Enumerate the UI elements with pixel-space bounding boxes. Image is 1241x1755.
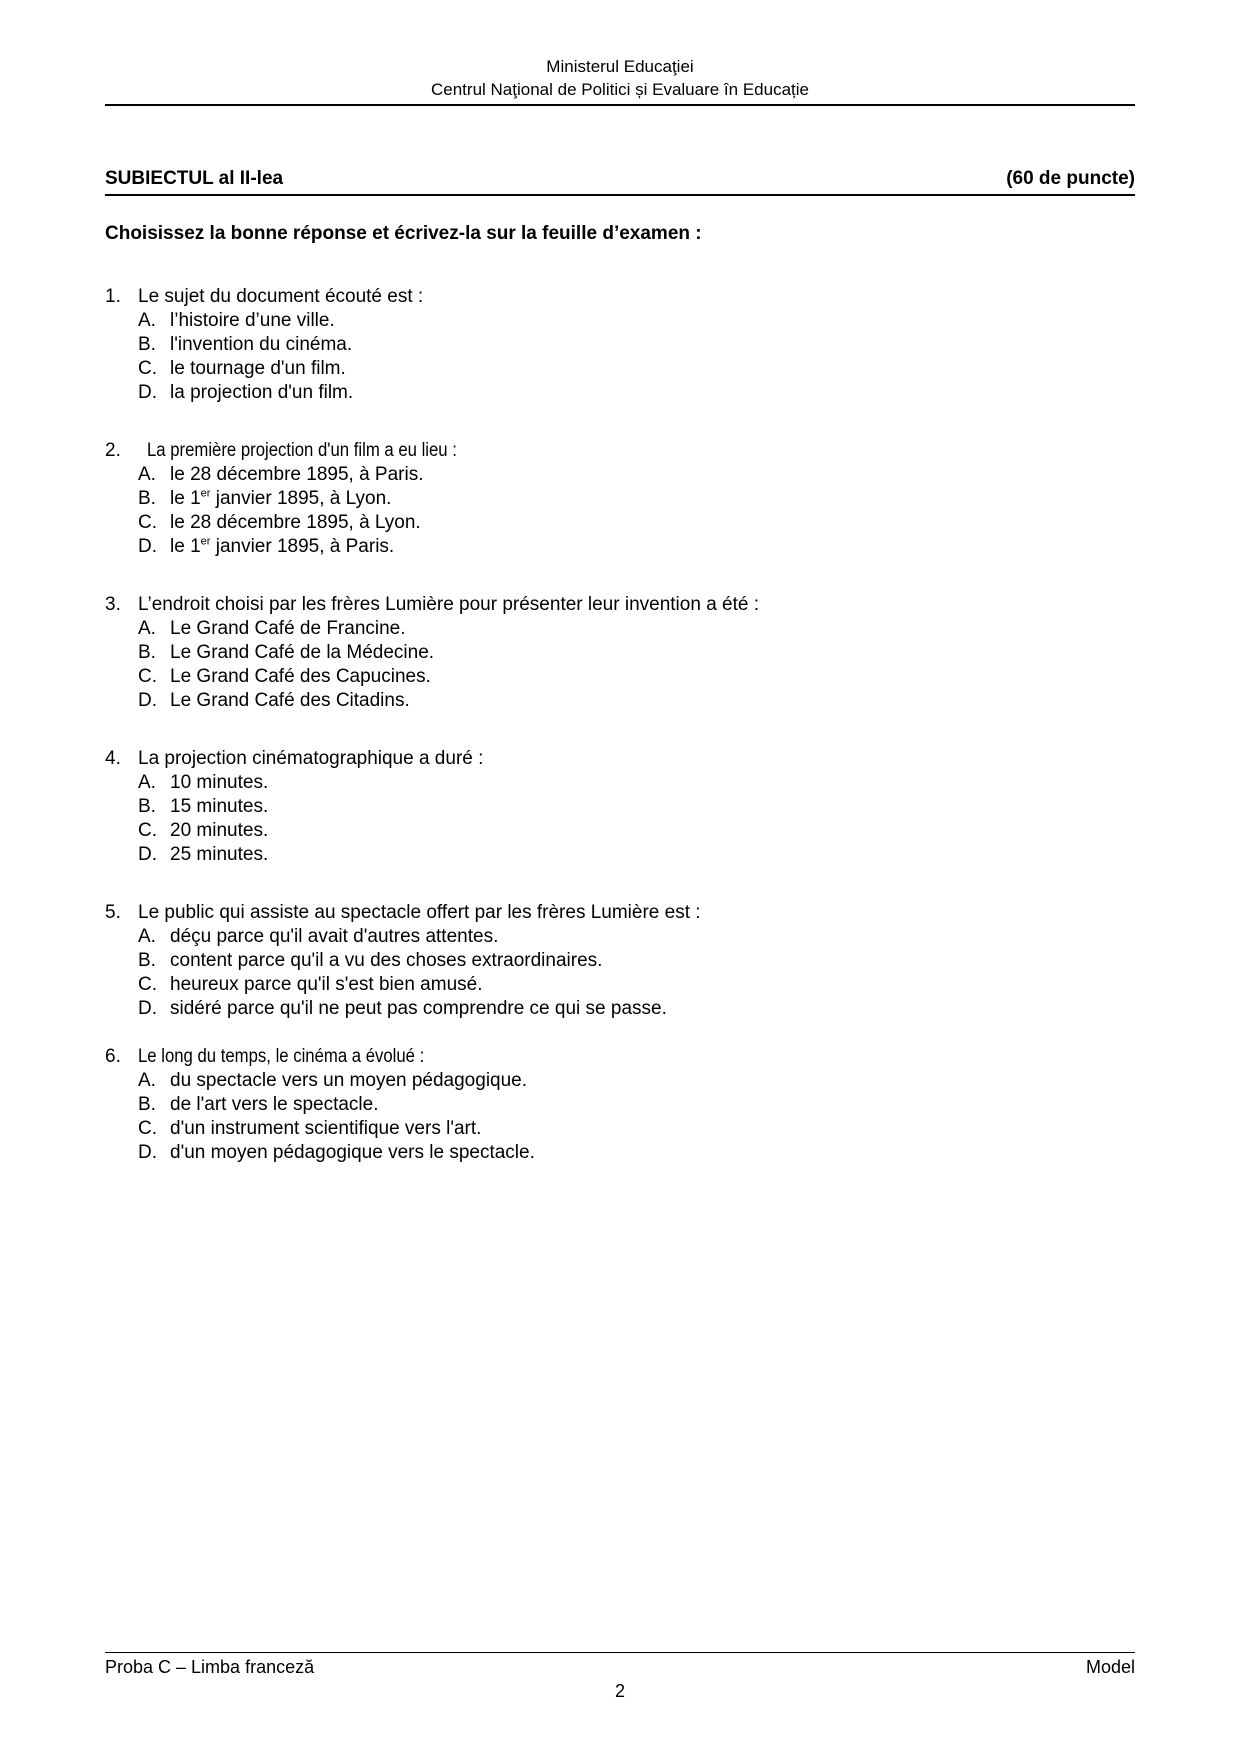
- question-5: [105, 901, 1135, 1021]
- option-text: d'un moyen pédagogique vers le spectacle.: [170, 1142, 535, 1163]
- option-text: le tournage d'un film.: [170, 358, 346, 379]
- option-2b: [138, 487, 1135, 511]
- instruction-text: Choisissez la bonne réponse et écrivez-la sur la feuille d’examen :: [105, 223, 702, 244]
- option-1b: [138, 333, 1135, 357]
- option-letter: A.: [138, 926, 156, 947]
- option-3b: [138, 641, 1135, 665]
- option-1c: [138, 357, 1135, 381]
- question-number: 4.: [105, 748, 121, 769]
- question-text: Le long du temps, le cinéma a évolué :: [138, 1046, 425, 1067]
- option-text: de l'art vers le spectacle.: [170, 1094, 379, 1115]
- footer-exam-name: Proba C – Limba franceză: [105, 1657, 315, 1677]
- option-letter: C.: [138, 820, 157, 841]
- option-1a: [138, 309, 1135, 333]
- option-letter: D.: [138, 998, 157, 1019]
- question-3: [105, 593, 1135, 713]
- header-ministry: Ministerul Educaţiei: [546, 57, 694, 76]
- option-4a: [138, 771, 1135, 795]
- option-text: [170, 487, 391, 511]
- option-text: Le Grand Café des Citadins.: [170, 690, 410, 711]
- question-number: 6.: [105, 1046, 121, 1067]
- option-text: le 28 décembre 1895, à Paris.: [170, 464, 424, 485]
- option-letter: B.: [138, 334, 156, 355]
- option-text: l'invention du cinéma.: [170, 334, 353, 355]
- option-letter: D.: [138, 536, 157, 557]
- question-1: [105, 285, 1135, 405]
- option-3c: [138, 665, 1135, 689]
- option-letter: D.: [138, 844, 157, 865]
- page-number: 2: [614, 1681, 625, 1701]
- option-5c: [138, 973, 1135, 997]
- option-4c: [138, 819, 1135, 843]
- option-text: Le Grand Café de Francine.: [170, 618, 406, 639]
- option-text: la projection d'un film.: [170, 382, 354, 403]
- option-text: déçu parce qu'il avait d'autres attentes.: [170, 926, 499, 947]
- option-6a: [138, 1069, 1135, 1093]
- document-header: [105, 0, 1135, 106]
- option-letter: C.: [138, 974, 157, 995]
- question-line: [105, 1045, 1135, 1069]
- option-text-post: janvier 1895, à Paris.: [210, 536, 395, 557]
- option-2d: [138, 535, 1135, 559]
- ordinal-superscript: er: [200, 487, 211, 500]
- option-letter: B.: [138, 488, 156, 509]
- option-text-post: janvier 1895, à Lyon.: [210, 488, 392, 509]
- option-letter: D.: [138, 1142, 157, 1163]
- header-divider: [105, 104, 1135, 106]
- header-center: Centrul Naţional de Politici și Evaluare în Educație: [431, 80, 809, 99]
- question-text: L’endroit choisi par les frères Lumière pour présenter leur invention a été :: [138, 594, 760, 615]
- question-6: [105, 1045, 1135, 1165]
- question-text: La première projection d'un film a eu lieu :: [147, 440, 457, 461]
- option-letter: A.: [138, 1070, 156, 1091]
- option-text: 10 minutes.: [170, 772, 269, 793]
- question-text: Le sujet du document écouté est :: [138, 286, 424, 307]
- question-list: [105, 285, 1135, 1165]
- option-text: Le Grand Café de la Médecine.: [170, 642, 435, 663]
- option-6d: [138, 1141, 1135, 1165]
- option-letter: A.: [138, 310, 156, 331]
- question-number: 1.: [105, 286, 121, 307]
- option-2c: [138, 511, 1135, 535]
- option-1d: [138, 381, 1135, 405]
- option-letter: D.: [138, 382, 157, 403]
- option-6b: [138, 1093, 1135, 1117]
- option-4b: [138, 795, 1135, 819]
- option-text: d'un instrument scientifique vers l'art.: [170, 1118, 482, 1139]
- option-letter: B.: [138, 642, 156, 663]
- option-text-pre: le 1: [170, 536, 201, 557]
- option-letter: C.: [138, 358, 157, 379]
- question-line: [105, 901, 1135, 925]
- option-text: sidéré parce qu'il ne peut pas comprendre ce qui se passe.: [170, 998, 667, 1019]
- option-6c: [138, 1117, 1135, 1141]
- option-letter: C.: [138, 666, 157, 687]
- subject-title: SUBIECTUL al II-lea: [105, 168, 284, 189]
- option-letter: B.: [138, 796, 156, 817]
- question-text: La projection cinématographique a duré :: [138, 748, 484, 769]
- option-text: 25 minutes.: [170, 844, 269, 865]
- option-text: du spectacle vers un moyen pédagogique.: [170, 1070, 528, 1091]
- question-4: [105, 747, 1135, 867]
- question-line: [105, 285, 1135, 309]
- option-2a: [138, 463, 1135, 487]
- question-line: [105, 593, 1135, 617]
- option-text: content parce qu'il a vu des choses extraordinaires.: [170, 950, 603, 971]
- question-line: [105, 439, 1135, 463]
- page-footer: [105, 1652, 1135, 1702]
- option-letter: B.: [138, 1094, 156, 1115]
- question-number: 5.: [105, 902, 121, 923]
- option-text: [170, 535, 394, 559]
- question-text: Le public qui assiste au spectacle offert par les frères Lumière est :: [138, 902, 701, 923]
- option-5b: [138, 949, 1135, 973]
- option-3d: [138, 689, 1135, 713]
- option-letter: C.: [138, 1118, 157, 1139]
- option-5d: [138, 997, 1135, 1021]
- option-text: heureux parce qu'il s'est bien amusé.: [170, 974, 483, 995]
- question-number: 3.: [105, 594, 121, 615]
- option-text: l’histoire d’une ville.: [170, 310, 335, 331]
- option-letter: A.: [138, 618, 156, 639]
- option-text: 15 minutes.: [170, 796, 269, 817]
- subject-points: (60 de puncte): [1006, 168, 1135, 189]
- footer-model-label: Model: [1085, 1657, 1135, 1677]
- question-number: 2.: [105, 440, 121, 461]
- option-letter: D.: [138, 690, 157, 711]
- footer-row: [105, 1657, 1135, 1678]
- option-text: le 28 décembre 1895, à Lyon.: [170, 512, 421, 533]
- page-content: [105, 0, 1135, 1165]
- option-text: Le Grand Café des Capucines.: [170, 666, 431, 687]
- option-text-pre: le 1: [170, 488, 201, 509]
- question-line: [105, 747, 1135, 771]
- ordinal-superscript: er: [200, 535, 211, 548]
- question-2: [105, 439, 1135, 559]
- subject-heading-row: [105, 168, 1135, 196]
- option-letter: C.: [138, 512, 157, 533]
- option-5a: [138, 925, 1135, 949]
- option-letter: A.: [138, 464, 156, 485]
- option-letter: A.: [138, 772, 156, 793]
- option-4d: [138, 843, 1135, 867]
- option-text: 20 minutes.: [170, 820, 269, 841]
- option-3a: [138, 617, 1135, 641]
- option-letter: B.: [138, 950, 156, 971]
